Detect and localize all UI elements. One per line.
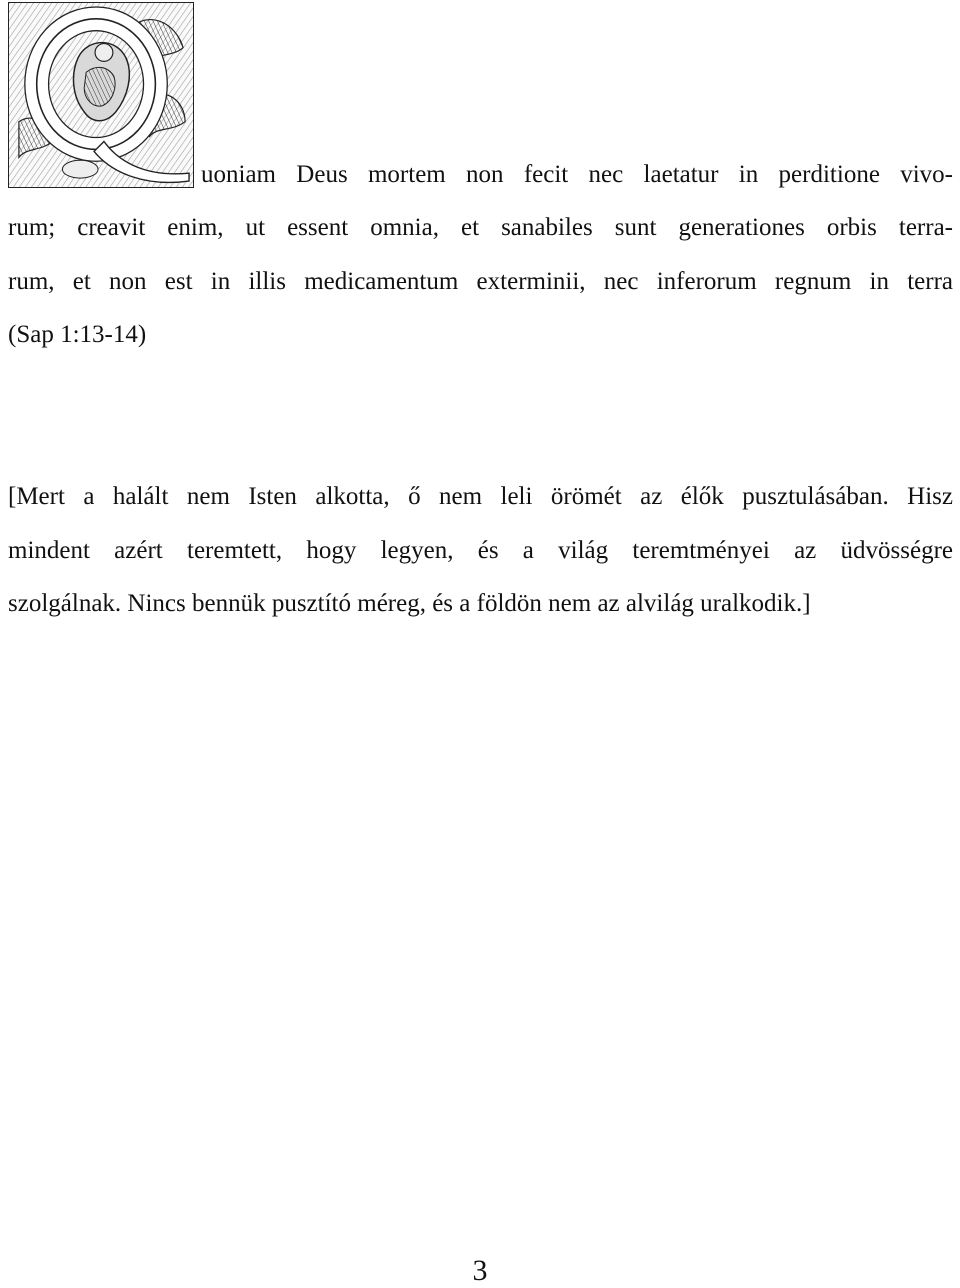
scripture-reference: (Sap 1:13-14) (8, 321, 147, 348)
hungarian-text-line-2: mindent azért teremtett, hogy legyen, és a világ teremtményei az üdvösségre (8, 537, 953, 564)
hungarian-text-line-3: szolgálnak. Nincs bennük pusztító méreg, és a földön nem az alvilág uralkodik.] (8, 590, 811, 617)
drop-cap-ornament (8, 2, 194, 188)
latin-text-line-1: uoniam Deus mortem non fecit nec laetatur in perditione vivo- (201, 161, 953, 188)
latin-text-line-3: rum, et non est in illis medicamentum exterminii, nec inferorum regnum in terra (8, 268, 953, 295)
latin-text-line-2: rum; creavit enim, ut essent omnia, et sanabiles sunt generationes orbis terra- (8, 214, 953, 241)
page-number: 3 (472, 1254, 488, 1287)
hungarian-text-line-1: [Mert a halált nem Isten alkotta, ő nem leli örömét az élők pusztulásában. Hisz (8, 483, 953, 510)
ornate-initial-q-icon (9, 3, 193, 187)
